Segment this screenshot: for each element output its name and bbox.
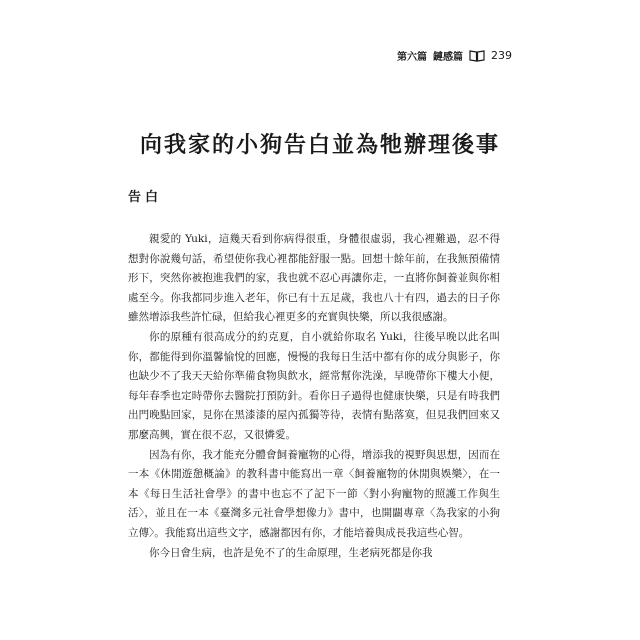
running-header — [397, 48, 512, 63]
body-text — [128, 230, 500, 563]
paragraph: 因為有你，我才能充分體會飼養寵物的心得，增添我的視野與思想，因而在一本《休閒遊憩概論》的教科書中能寫出一章〈飼養寵物的休閒與娛樂〉，在一本《每日生活社會學》的書中也忘不了記下一節〈對小狗寵物的照護工作與生活〉，並且在一本《臺灣多元社會學想像力》書中，也開闢專章〈為我家的小狗立傳〉。我能寫出這些文字，感謝都因有你，才能培養與成長我這些心智。 — [128, 448, 500, 539]
section-label: 鏈感篇 — [433, 52, 463, 63]
page-number: 239 — [491, 49, 512, 62]
paragraph: 你今日會生病，也許是免不了的生命原理，生老病死都是你我 — [149, 546, 433, 559]
open-book-icon — [469, 50, 485, 62]
paragraph: 你的原種有很高成分的約克夏，自小就給你取名 Yuki，往後早晚以此名叫你，都能得到你溫馨愉悅的回應，慢慢的我每日生活中都有你的成分與影子，你也缺少不了我天天給你準備食物與飲水，經常幫你洗澡，早晚帶你下樓大小便，每年春季也定時帶你去醫院打預防針。看你日子過得也健康快樂，只是有時我們出門晚點回家，見你在黑漆漆的屋內孤獨等待，表情有點落寞，但見我們回來又那麼高興，實在很不忍，又很憐愛。 — [128, 330, 500, 441]
chapter-title: 向我家的小狗告白並為牠辦理後事 — [139, 132, 500, 158]
paragraph: 親愛的 Yuki，這幾天看到你病得很重，身體很虛弱，我心裡難過，忍不得想對你說幾句話，希望使你我心裡都能舒服一點。回想十餘年前，在我無預備情形下，突然你被抱進我們的家，我也就不忍心再讓你走，一直將你飼養並與你相處至今。你我都同步進入老年，你已有十五足歲，我也八十有四，過去的日子你雖然增添我些許忙碌，但給我心裡更多的充實與快樂，所以我很感謝。 — [128, 233, 500, 324]
section-heading: 告白 — [128, 190, 163, 205]
chapter-label: 第六篇 — [397, 52, 427, 63]
